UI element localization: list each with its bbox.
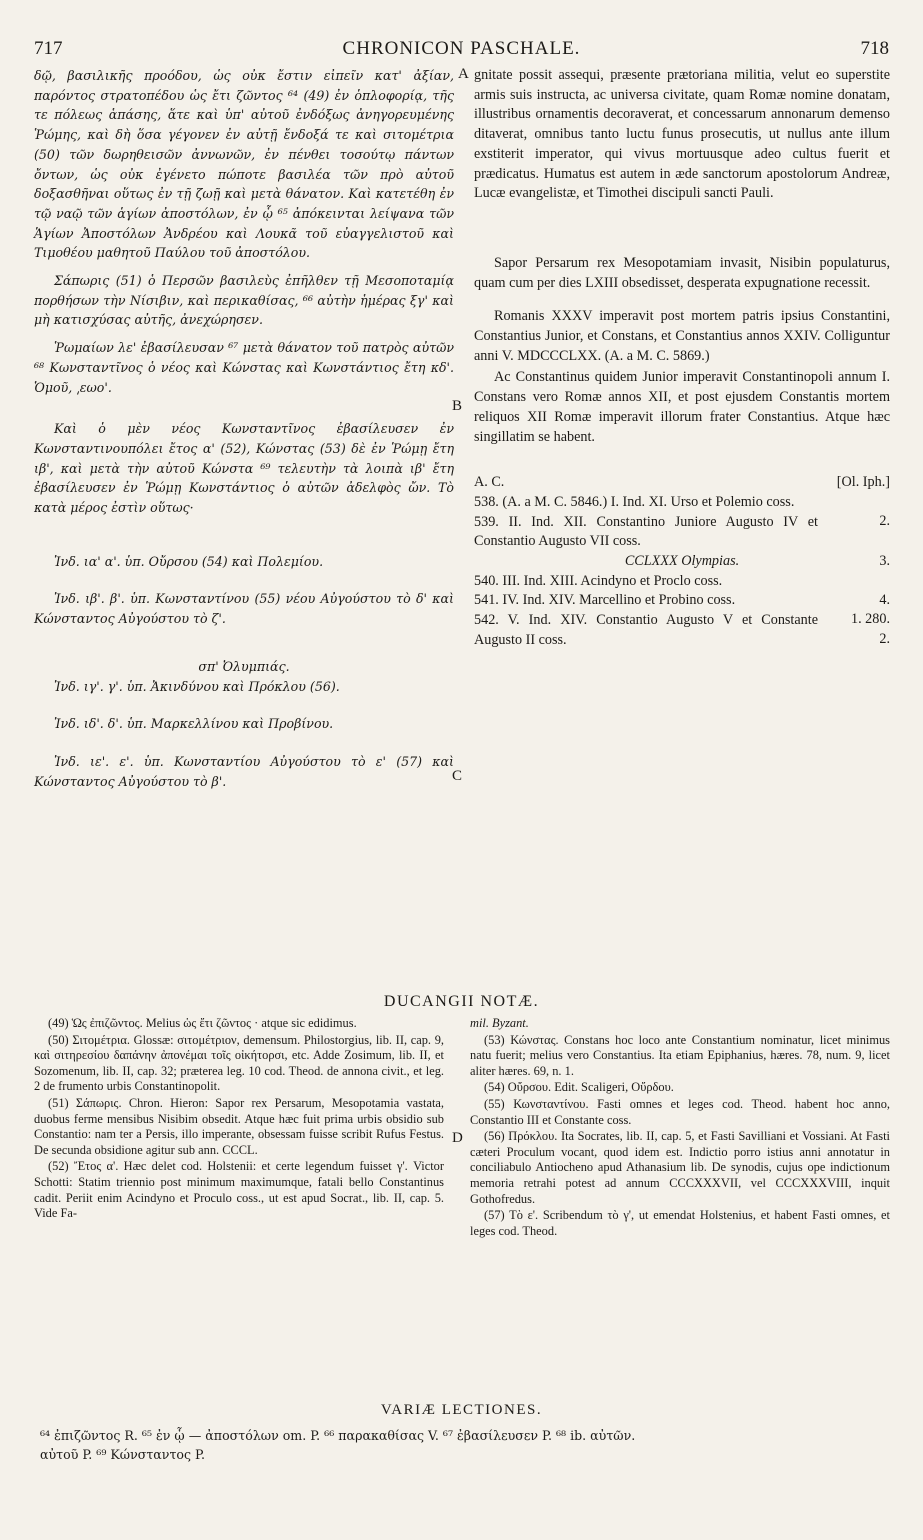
greek-entry: Ἰνδ. ιδ'. δ'. ὑπ. Μαρκελλίνου καὶ Προβίνου. [54,716,334,732]
variae-lectiones [40,1426,883,1464]
latin-paragraph: gnitate possit assequi, præsente prætoriana militia, velut eo superstite armis suis instructa, ac universa civitate, quam Romæ nomine donatam, illustribus ornamentis decoraverat, et concessarum annonarum demenso ditaverat, omnibus tanto luctu funus prosecutis, ut nullus ante illum exstiterit imperator, qui vivus mortuusque adeo cultus fuerit et prædicatus. Humatus est autem in æde sanctorum apostolorum Andreæ, Lucæ evangelistæ, et Timothei discipuli sancti Pauli. [474,67,890,202]
greek-column [34,66,454,791]
greek-paragraph: Σάπωρις (51) ὁ Περσῶν βασιλεὺς ἐπῆλθεν τῇ Μεσοποταμίᾳ πορθήσων τὴν Νίσιβιν, καὶ περικαθίσας, ⁶⁶ αὐτὴν ἡμέρας ξγ' καὶ μὴ κατισχύσας αὐτῆς, ἀνεχώρησεν. [34,273,454,328]
margin-letter-c: C [452,768,463,784]
variant-line: ⁶⁴ ἐπιζῶντος R. ⁶⁵ ἐν ᾧ — ἀποστόλων om. P. ⁶⁶ παρακαθίσας V. ⁶⁷ ἐβασίλευσεν P. ⁶⁸ ib. αὐτῶν. [40,1428,636,1443]
latin-entry-text: 538. (A. a M. C. 5846.) I. Ind. XI. Urso et Polemio coss. [474,493,795,510]
right-page-number: 718 [860,38,889,59]
notes-right-column [470,1016,890,1240]
footnote: (53) Κώνστας. Constans hoc loco ante Constantium nominatur, licet minimus natu fuerit; melius vero Constantius. Ita etiam Epiphanius, hæres. 78, num. 9, licet aliter hæres. 69, n. 1. [470,1032,890,1078]
latin-entry-text: 541. IV. Ind. XIV. Marcellino et Probino coss. [474,592,736,609]
greek-paragraph: δῷ, βασιλικῆς προόδου, ὡς οὐκ ἔστιν εἰπεῖν κατ' ἀξίαν, παρόντος στρατοπέδου ὡς ἔτι ζῶντος ⁶⁴ (49) ἐν ὁπλοφορίᾳ, τῆς τε πόλεως ἁπάσης, ἅτε καὶ ὑπ' αὐτοῦ ἐνδόξως ἀνηγορευμένης Ῥώμης, καὶ δὴ ὅσα γέγονεν ἐν αὐτῇ ἔνδοξά τε καὶ σιτομέτρια (50) τῶν δωρηθεισῶν ἀννωνῶν, ἐν πένθει τοσούτῳ πάντων ὄντων, ὡς οὐκ ἐγένετο πώποτε βασιλέα τῶν πρὸ αὐτοῦ δοξασθῆναι οὕτως ἐν τῇ ζωῇ καὶ μετὰ θάνατον. Καὶ κατετέθη ἐν τῷ ναῷ τῶν ἁγίων ἀποστόλων, ἐν ᾧ ⁶⁵ ἀπόκεινται λείψανα τῶν Ἁγίων Ἀποστόλων Ἀνδρέου καὶ Λουκᾶ τοῦ εὐαγγελιστοῦ καὶ Τιμοθέου μαθητοῦ Παύλου τοῦ ἀποστόλου. [34,68,454,261]
notes-heading: DUCANGII NOTÆ. [383,993,540,1010]
latin-entry-text: 540. III. Ind. XIII. Acindyno et Proclo coss. [474,572,723,589]
latin-column [474,66,890,651]
olympiad-year: 3. [879,552,890,569]
running-title: CHRONICON PASCHALE. [342,38,581,59]
variant-line: αὐτοῦ P. ⁶⁹ Κώνσταντος P. [40,1447,205,1462]
greek-entry: Ἰνδ. ιβ'. β'. ὑπ. Κωνσταντίνου (55) νέου Αὐγούστου τὸ δ' καὶ Κώνσταντος Αὐγούστου τὸ ζ'. [34,591,454,627]
greek-olympiad: σπ' Ὀλυμπιάς. [198,658,290,674]
margin-letter-a: A [458,66,469,82]
greek-entry: Ἰνδ. ιγ'. γ'. ὑπ. Ἀκινδύνου καὶ Πρόκλου (56). [54,678,340,694]
footnote: (52) Ἔτος α'. Hæc delet cod. Holstenii: et certe legendum fuisset γ'. Victor Schotti: Statim triennio post minimum maximumque, fatali bello Constantinus cadit. Periit enim Acindyno et Proculo coss., ut est apud Socrat., lib. II, cap. 5. Vide Fa- [34,1159,444,1221]
footnote: (51) Σάπωρις. Chron. Hieron: Sapor rex Persarum, Mesopotamia vastata, duobus ferme mensibus Nisibim obsedit. Atque hæc fuit prima urbis obsidio sub Constantio: nam ter a Persis, illo imperante, obsessam fuisse scribit Rufus Festus. De secunda obsidione agitur sub ann. CCCL. [34,1095,444,1157]
olympiad-year: 2. [879,512,890,529]
footnote: (50) Σιτομέτρια. Glossæ: σιτομέτριον, demensum. Philostorgius, lib. II, cap. 9, καὶ σιτηρεσίου δαπάνην ἀπονέμαι τοῖς οἰκήτορσι, etc. Adde Zosimum, lib. II, et Sozomenum, lib. II, cap. 32; præterea leg. 10 cod. Theod. de annona civit., et leg. 2 de frumento urbis Constantinopolit. [34,1032,444,1094]
greek-paragraph: Ῥωμαίων λε' ἐβασίλευσαν ⁶⁷ μετὰ θάνατον τοῦ πατρὸς αὐτῶν ⁶⁸ Κωνσταντῖνος ὁ νέος καὶ Κώνστας καὶ Κωνστάντιος ἔτη κδ'. Ὁμοῦ, ͵εωο'. [34,340,454,395]
latin-paragraph: Sapor Persarum rex Mesopotamiam invasit, Nisibin populaturus, quam cum per dies LXIII obsedisset, desperata expugnatione recessit. [474,254,890,291]
margin-letter-b: B [452,398,463,414]
footnote: (54) Οὔρσου. Edit. Scaligeri, Οὔρδου. [484,1080,674,1095]
left-page-number: 717 [34,38,63,59]
anno-christi-label: A. C. [474,474,505,491]
latin-paragraph: Ac Constantinus quidem Junior imperavit Constantinopoli annum I. Constans vero Romæ annos XII, et post ejusdem Constantis mortem reliquos XII Romæ imperavit illorum frater Constantius. Atque hæc singillatim se habent. [474,369,890,445]
greek-paragraph: Καὶ ὁ μὲν νέος Κωνσταντῖνος ἐβασίλευσεν ἐν Κωνσταντινουπόλει ἔτος α' (52), Κώνστας (53) δὲ ἐν Ῥώμῃ ἔτη ιβ', καὶ μετὰ τὴν αὐτοῦ Κώνστα ⁶⁹ τελευτὴν τὰ λοιπὰ ιβ' ἔτη ἐβασίλευσεν ἐν Ῥώμῃ Κωνστάντιος ὁ αὐτῶν ἀδελφὸς ὤν. Τὸ κατὰ μέρος ἐστὶν οὕτως· [34,421,454,516]
footnote: (56) Πρόκλου. Ita Socrates, lib. II, cap. 5, et Fasti Savilliani et Vossiani. At Fasti cæteri Proculum vocant, quod idem est. Indictio porro istius anni annotatur in conciliabulo Antiocheno apud Athanasium lib. De synodis, cujus ope indictionum memoria retrahi potest ad annum CCCXXXVII, vel CCCXXXVIII, inquit Gothofredus. [470,1129,890,1206]
variae-lectiones-heading: VARIÆ LECTIONES. [380,1402,543,1418]
footnote: (49) Ὡς ἐπιζῶντος. Melius ὡς ἔτι ζῶντος · atque sic edidimus. [48,1016,357,1030]
greek-entry: Ἰνδ. ιε'. ε'. ὑπ. Κωνσταντίου Αὐγούστου τὸ ε' (57) καὶ Κώνσταντος Αὐγούστου τὸ β'. [34,753,454,789]
latin-olympiad: CCLXXX Olympias. [624,553,740,570]
running-header [34,38,889,62]
latin-entry-text: 542. V. Ind. XIV. Constantio Augusto V et Constante Augusto II coss. [474,612,818,648]
latin-entry-text: 539. II. Ind. XII. Constantino Juniore Augusto IV et Constantio Augusto VII coss. [474,513,818,550]
olympiad-year: 1. 280. [850,611,890,628]
olympiad-header: [Ol. Iph.] [836,474,890,491]
footnote: (55) Κωνσταντίνου. Fasti omnes et leges cod. Theod. habent hoc anno, Constantio III et Constante coss. [470,1096,890,1127]
notes-left-column [34,1016,444,1223]
olympiad-year: 2. [879,631,890,648]
margin-letter-d: D [452,1130,463,1146]
latin-entry [474,493,890,529]
olympiad-year: 4. [879,591,890,608]
footnote-continuation: mil. Byzant. [470,1016,529,1030]
footnote: (57) Τὸ ε'. Scribendum τὸ γ', ut emendat Holstenius, et habent Fasti omnes, et leges cod. Theod. [470,1208,890,1238]
latin-paragraph: Romanis XXXV imperavit post mortem patris ipsius Constantini, Constantius Junior, et Constans, et Constantius annos XXIV. Colliguntur anni V. MDCCCLXX. (A. a M. C. 5869.) [474,308,890,364]
latin-entry-head [474,473,890,493]
latin-entry [474,591,890,628]
greek-entry: Ἰνδ. ια' α'. ὑπ. Οὔρσου (54) καὶ Πολεμίου. [54,553,324,569]
latin-entry [474,611,890,650]
